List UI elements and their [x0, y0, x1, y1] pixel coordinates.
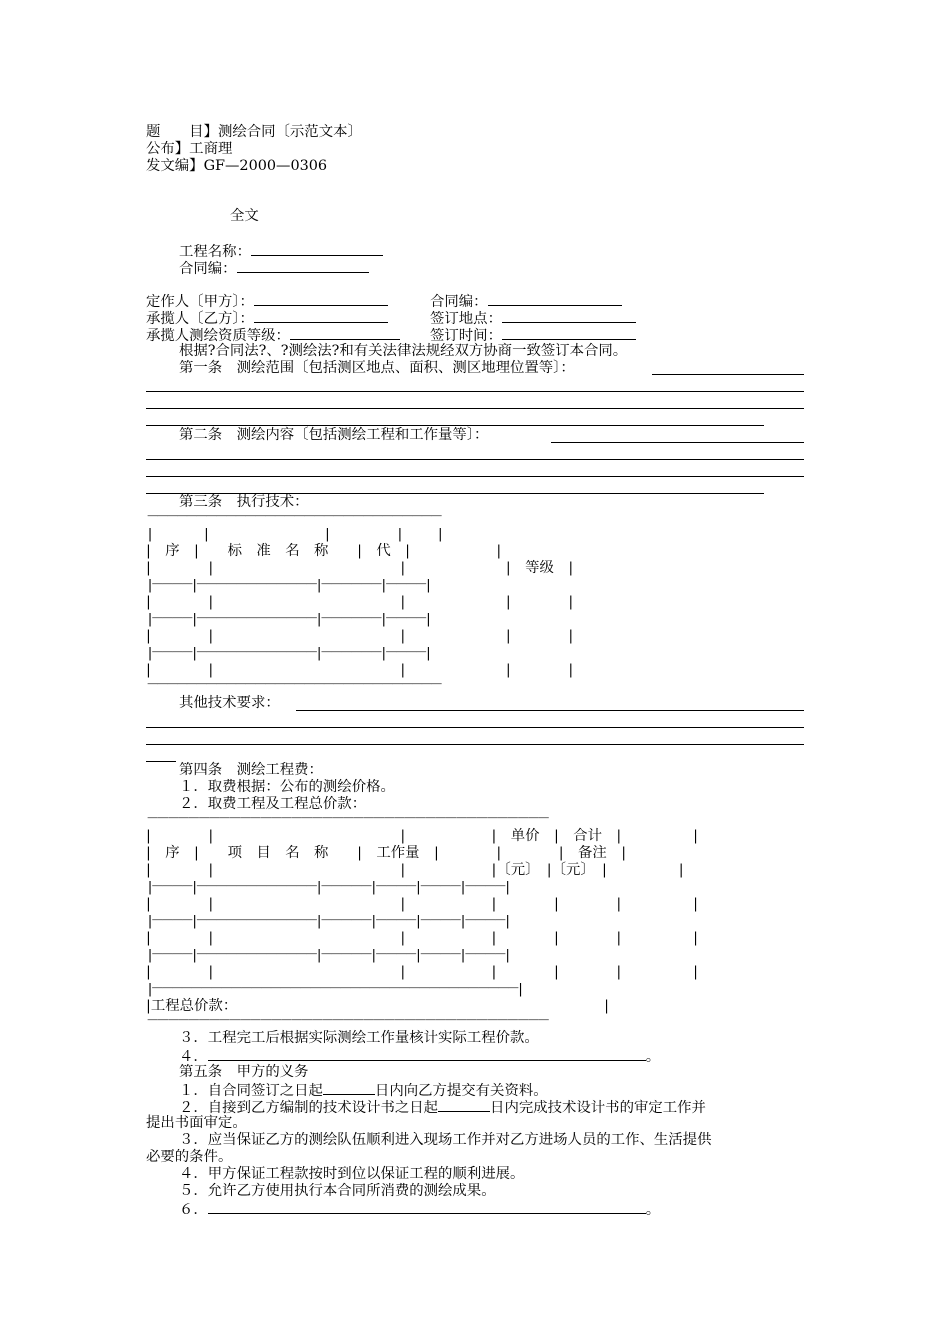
blank-line — [146, 459, 804, 460]
blank-line — [146, 727, 804, 728]
total-price-label: 工程总价款： — [150, 998, 231, 1014]
doc-number-line: 发文编】GF—2000—0306 — [146, 158, 328, 174]
sign-place-blank — [502, 309, 636, 323]
table2-border-top: －－－－－－－－－－－－－－－－－－－－－－－－－－－－－－－－－－－－－－－ — [146, 812, 548, 827]
project-name-label: 工程名称： — [179, 244, 251, 260]
article-1: 第一条 测绘范围〔包括测区地点、面积、测区地理位置等〕： — [179, 360, 575, 376]
contract-no2-blank — [488, 292, 622, 306]
other-tech-blank — [296, 710, 804, 711]
qualification-blank — [290, 326, 400, 340]
article-3: 第三条 执行技术： — [179, 494, 309, 510]
article-5-item-3: ３．应当保证乙方的测绘队伍顺利进入现场工作并对乙方进场人员的工作、生活提供 — [179, 1132, 712, 1148]
article-4-item-1: １．取费根据：公布的测绘价格。 — [179, 779, 395, 795]
table1-row: |－－－－|－－－－－－－－－－－－|－－－－－－|－－－－| — [146, 646, 430, 661]
days-blank — [438, 1098, 490, 1112]
article-2-blank — [551, 442, 804, 443]
table1-row: | | | | 等级 | — [146, 560, 574, 576]
contract-no2-label: 合同编： — [430, 294, 488, 310]
project-name-blank — [251, 242, 383, 256]
contract-no-blank — [237, 259, 369, 273]
blank-line — [146, 744, 804, 745]
table2-row: | | | | | | | — [146, 930, 699, 946]
sign-time-blank — [502, 326, 636, 340]
sign-place-label: 签订地点： — [430, 311, 502, 327]
blank-line — [146, 476, 804, 477]
article-4-item-3: ３．工程完工后根据实际测绘工作量核计实际工程价款。 — [179, 1030, 539, 1046]
article-5-item-2 — [179, 1098, 706, 1117]
item-blank — [208, 1200, 646, 1214]
table2-row: |－－－－|－－－－－－－－－－－－|－－－－－|－－－－|－－－－|－－－－| — [146, 914, 509, 929]
article-5-item-5: ５．允许乙方使用执行本合同所消费的测绘成果。 — [179, 1183, 496, 1199]
article-2: 第二条 测绘内容〔包括测绘工程和工作量等〕： — [179, 427, 489, 443]
item-text: 日内向乙方提交有关资料。 — [374, 1083, 548, 1099]
table2-row: |－－－－|－－－－－－－－－－－－|－－－－－|－－－－|－－－－|－－－－| — [146, 880, 509, 895]
item-blank — [208, 1047, 646, 1061]
table2-header-row: | 序 | 项 目 名 称 | 工作量 | | | 备注 | — [146, 845, 627, 861]
party-a-blank — [254, 292, 388, 306]
blank-line — [146, 391, 804, 392]
contract-no-row — [179, 259, 369, 278]
table1-row: | | | | | — [146, 662, 574, 678]
table2-row: | | | |〔元〕 |〔元〕 | | — [146, 862, 684, 878]
item-number: ６． — [179, 1202, 208, 1218]
other-tech-label: 其他技术要求： — [179, 695, 280, 711]
table2-total-row: |工程总价款： | — [146, 998, 610, 1014]
fulltext-label: 全文 — [230, 208, 259, 224]
table1-row: | | | | | — [146, 527, 445, 542]
article-5-item-2-cont: 提出书面审定。 — [146, 1115, 247, 1131]
table2-row: | | | | | | | — [146, 964, 699, 980]
table2-row: |－－－－－－－－－－－－－－－－－－－－－－－－－－－－－－－－－－－－－| — [146, 982, 522, 997]
table1-header-row: | 序 | 标 准 名 称 | 代 | | — [146, 543, 502, 559]
table1-border-bottom: －－－－－－－－－－－－－－－－－－－－－－－－－－－－－－ — [146, 678, 440, 693]
qualification-label: 承揽人测绘资质等级： — [146, 328, 290, 344]
article-1-blank — [652, 374, 804, 375]
blank-line — [146, 425, 764, 426]
item-text: ２．自接到乙方编制的技术设计书之日起 — [179, 1100, 439, 1116]
days-blank — [323, 1081, 375, 1095]
table2-row: |－－－－|－－－－－－－－－－－－|－－－－－|－－－－|－－－－|－－－－| — [146, 948, 509, 963]
basis-text: 根据?合同法?、?测绘法?和有关法律法规经双方协商一致签订本合同。 — [179, 343, 628, 359]
article-4: 第四条 测绘工程费： — [179, 762, 323, 778]
table1-row: | | | | | — [146, 628, 574, 644]
blank-line — [146, 408, 804, 409]
table2-row: | | | | | | | — [146, 896, 699, 912]
table2-border-bottom: －－－－－－－－－－－－－－－－－－－－－－－－－－－－－－－－－－－－－－－ — [146, 1014, 548, 1029]
table2-row: | | | | 单价 | 合计 | | — [146, 828, 699, 844]
contract-no-label: 合同编： — [179, 261, 237, 277]
article-5-item-4: ４．甲方保证工程款按时到位以保证工程的顺利进展。 — [179, 1166, 525, 1182]
doc-title-line: 题 目】测绘合同〔示范文本〕 — [146, 124, 362, 140]
item-text: 日内完成技术设计书的审定工作并 — [490, 1100, 706, 1116]
sign-time-label: 签订时间： — [430, 328, 502, 344]
item-number: ４． — [179, 1049, 208, 1065]
period: 。 — [645, 1049, 661, 1065]
table1-row: | | | | | — [146, 594, 574, 610]
doc-publisher-line: 公布】工商理 — [146, 141, 233, 157]
item-text: １．自合同签订之日起 — [179, 1083, 323, 1099]
article-4-item-2: ２．取费工程及工程总价款： — [179, 796, 367, 812]
period: 。 — [645, 1202, 661, 1218]
party-b-label: 承揽人〔乙方〕： — [146, 311, 254, 327]
article-5: 第五条 甲方的义务 — [179, 1064, 309, 1080]
table1-border-top: －－－－－－－－－－－－－－－－－－－－－－－－－－－－－－ — [146, 510, 440, 525]
blank-line — [146, 761, 176, 762]
table1-row: |－－－－|－－－－－－－－－－－－|－－－－－－|－－－－| — [146, 578, 430, 593]
party-b-blank — [254, 309, 388, 323]
party-a-label: 定作人〔甲方〕： — [146, 294, 254, 310]
table1-row: |－－－－|－－－－－－－－－－－－|－－－－－－|－－－－| — [146, 612, 430, 627]
article-5-item-3-cont: 必要的条件。 — [146, 1149, 233, 1165]
article-5-item-6 — [179, 1200, 660, 1219]
